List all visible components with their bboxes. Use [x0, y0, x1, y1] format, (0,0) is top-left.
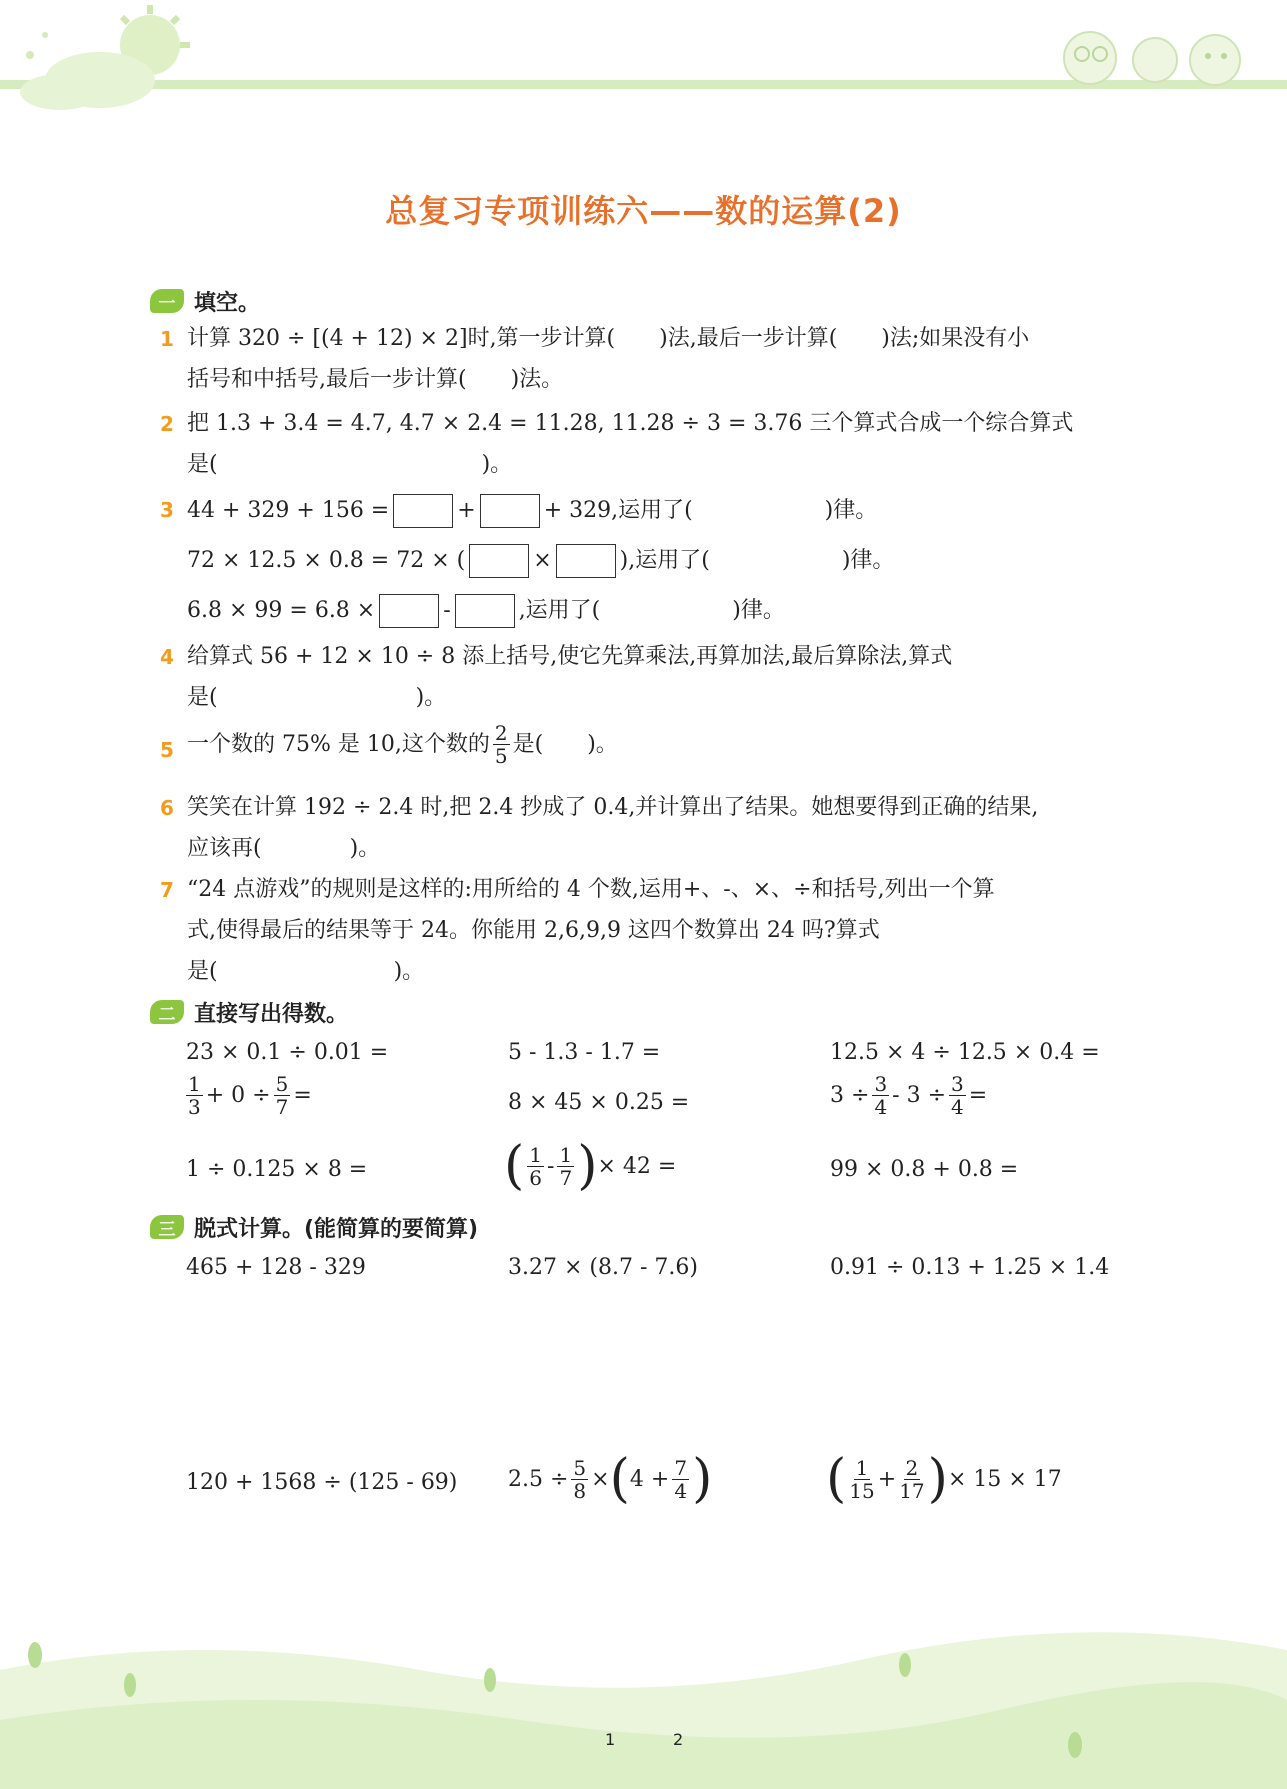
denominator: 4 — [674, 1478, 688, 1503]
question-1-line1: 计算 320 ÷ [(4 + 12) × 2]时,第一步计算( )法,最后一步计算( )法;如果没有小 — [187, 326, 1030, 351]
expr-text: 72 × 12.5 × 0.8 = 72 × ( — [187, 548, 466, 573]
expr-text: + 329,运用了( )律。 — [543, 498, 878, 523]
denominator: 8 — [573, 1478, 587, 1503]
paren-right: ) — [577, 1136, 598, 1196]
calc-item: 120 + 1568 ÷ (125 - 69) — [186, 1470, 458, 1495]
denominator: 15 — [849, 1478, 875, 1503]
fraction — [557, 1144, 574, 1189]
op-text: 4 + — [629, 1466, 670, 1492]
fraction — [872, 1073, 889, 1118]
expr-text: 44 + 329 + 156 = — [187, 498, 390, 523]
equals-sign: = — [968, 1083, 988, 1108]
op-text: 2.5 ÷ — [508, 1466, 569, 1492]
question-6-line1: 笑笑在计算 192 ÷ 2.4 时,把 2.4 抄成了 0.4,并计算出了结果。她想要得到正确的结果, — [187, 795, 1039, 820]
answer-box[interactable] — [455, 594, 515, 628]
oral-item — [504, 1136, 677, 1196]
question-7-line1: “24 点游戏”的规则是这样的:用所给的 4 个数,运用+、-、×、÷和括号,列出一个算 — [187, 877, 995, 902]
section-fill-blank — [150, 285, 260, 317]
op-text: - — [443, 598, 451, 623]
denominator: 3 — [188, 1095, 201, 1119]
denominator: 17 — [899, 1478, 925, 1503]
page-number-right: 2 — [673, 1730, 684, 1749]
op-text: × 15 × 17 — [947, 1466, 1062, 1492]
section-step-calc — [150, 1211, 478, 1243]
numerator: 3 — [874, 1072, 888, 1096]
question-number: 5 — [160, 738, 174, 762]
question-6-line2: 应该再( )。 — [187, 836, 381, 861]
calc-item: 0.91 ÷ 0.13 + 1.25 × 1.4 — [830, 1255, 1110, 1280]
page-number-left: 1 — [605, 1730, 616, 1749]
answer-box[interactable] — [379, 594, 439, 628]
fraction — [527, 1144, 544, 1189]
equals-sign: = — [293, 1083, 312, 1108]
oral-item: 23 × 0.1 ÷ 0.01 = — [186, 1040, 389, 1065]
fraction — [571, 1457, 588, 1502]
answer-box[interactable] — [393, 494, 453, 528]
fraction — [274, 1073, 291, 1118]
question-4-line2: 是( )。 — [187, 685, 447, 710]
paren-left: ( — [504, 1136, 525, 1196]
calc-item: 465 + 128 - 329 — [186, 1255, 366, 1280]
section-title: 直接写出得数。 — [194, 1001, 349, 1027]
paren-left: ( — [609, 1449, 630, 1509]
section-oral — [150, 996, 348, 1028]
op-text: 3 ÷ — [830, 1083, 870, 1108]
section-badge: 二 — [150, 1000, 184, 1024]
question-number: 3 — [160, 498, 174, 522]
numerator: 2 — [494, 721, 508, 745]
numerator: 1 — [855, 1455, 869, 1480]
cartoon-animals-icon — [1050, 20, 1280, 90]
sun-cloud-icon — [0, 0, 220, 120]
question-number: 2 — [160, 412, 174, 436]
expr-text: 6.8 × 99 = 6.8 × — [187, 598, 376, 623]
oral-item: 8 × 45 × 0.25 = — [508, 1090, 690, 1115]
paren-left: ( — [826, 1449, 847, 1509]
question-3-line3 — [187, 594, 785, 628]
expr-text: 是( )。 — [512, 731, 618, 757]
denominator: 7 — [275, 1095, 289, 1119]
oral-item — [183, 1073, 312, 1118]
section-title: 填空。 — [194, 290, 261, 316]
question-7-line2: 式,使得最后的结果等于 24。你能用 2,6,9,9 这四个数算出 24 吗?算式 — [187, 918, 880, 943]
question-3-line2 — [187, 544, 894, 578]
answer-box[interactable] — [480, 494, 540, 528]
expr-text: 一个数的 75% 是 10,这个数的 — [187, 731, 490, 757]
question-number: 1 — [160, 327, 174, 351]
question-1-line2: 括号和中括号,最后一步计算( )法。 — [187, 367, 564, 392]
denominator: 7 — [559, 1165, 573, 1190]
numerator: 1 — [559, 1142, 573, 1167]
oral-item — [830, 1073, 987, 1118]
question-5-line — [187, 722, 618, 767]
numerator: 3 — [951, 1072, 964, 1096]
fraction — [899, 1457, 924, 1502]
section-title: 脱式计算。(能简算的要简算) — [194, 1216, 479, 1242]
op-text: + — [457, 498, 476, 523]
answer-box[interactable] — [556, 544, 616, 578]
section-badge: 三 — [150, 1215, 184, 1239]
question-7-line3: 是( )。 — [187, 959, 425, 984]
expr-text: ),运用了( )律。 — [619, 548, 895, 573]
question-3-line1 — [187, 494, 877, 528]
op-text: × — [591, 1466, 610, 1492]
paren-right: ) — [927, 1449, 948, 1509]
op-text: + 0 ÷ — [205, 1083, 271, 1108]
numerator: 2 — [905, 1455, 919, 1480]
section-badge: 一 — [150, 289, 184, 313]
oral-item: 5 - 1.3 - 1.7 = — [508, 1040, 661, 1065]
oral-item: 12.5 × 4 ÷ 12.5 × 0.4 = — [830, 1040, 1100, 1065]
page-title: 总复习专项训练六——数的运算(2) — [385, 192, 902, 230]
numerator: 1 — [529, 1142, 543, 1167]
denominator: 4 — [951, 1095, 964, 1119]
expr-text: ,运用了( )律。 — [518, 598, 785, 623]
numerator: 1 — [188, 1072, 201, 1096]
fraction — [672, 1457, 689, 1502]
calc-item: 3.27 × (8.7 - 7.6) — [508, 1255, 698, 1280]
op-text: - 3 ÷ — [892, 1083, 947, 1108]
op-text: × — [533, 548, 552, 573]
numerator: 5 — [275, 1072, 289, 1096]
footer-hills-illustration — [0, 1610, 1287, 1789]
calc-item — [826, 1449, 1062, 1509]
fraction — [186, 1073, 203, 1118]
op-text: × 42 = — [597, 1153, 677, 1179]
op-text: - — [547, 1153, 555, 1179]
fraction — [949, 1073, 966, 1118]
denominator: 4 — [874, 1095, 888, 1119]
question-4-line1: 给算式 56 + 12 × 10 ÷ 8 添上括号,使它先算乘法,再算加法,最后算除法,算式 — [187, 644, 953, 669]
answer-box[interactable] — [469, 544, 529, 578]
numerator: 5 — [573, 1455, 587, 1480]
oral-item: 1 ÷ 0.125 × 8 = — [186, 1157, 368, 1182]
question-number: 6 — [160, 796, 174, 820]
denominator: 5 — [494, 744, 508, 768]
question-number: 4 — [160, 645, 174, 669]
oral-item: 99 × 0.8 + 0.8 = — [830, 1157, 1019, 1182]
question-number: 7 — [160, 878, 174, 902]
denominator: 6 — [529, 1165, 543, 1190]
fraction — [849, 1457, 874, 1502]
calc-item — [508, 1449, 713, 1509]
paren-right: ) — [692, 1449, 713, 1509]
question-2-line2: 是( )。 — [187, 452, 513, 477]
numerator: 7 — [674, 1455, 688, 1480]
op-text: + — [877, 1466, 897, 1492]
fraction — [493, 722, 510, 767]
question-2-line1: 把 1.3 + 3.4 = 4.7, 4.7 × 2.4 = 11.28, 11.28 ÷ 3 = 3.76 三个算式合成一个综合算式 — [187, 411, 1074, 436]
